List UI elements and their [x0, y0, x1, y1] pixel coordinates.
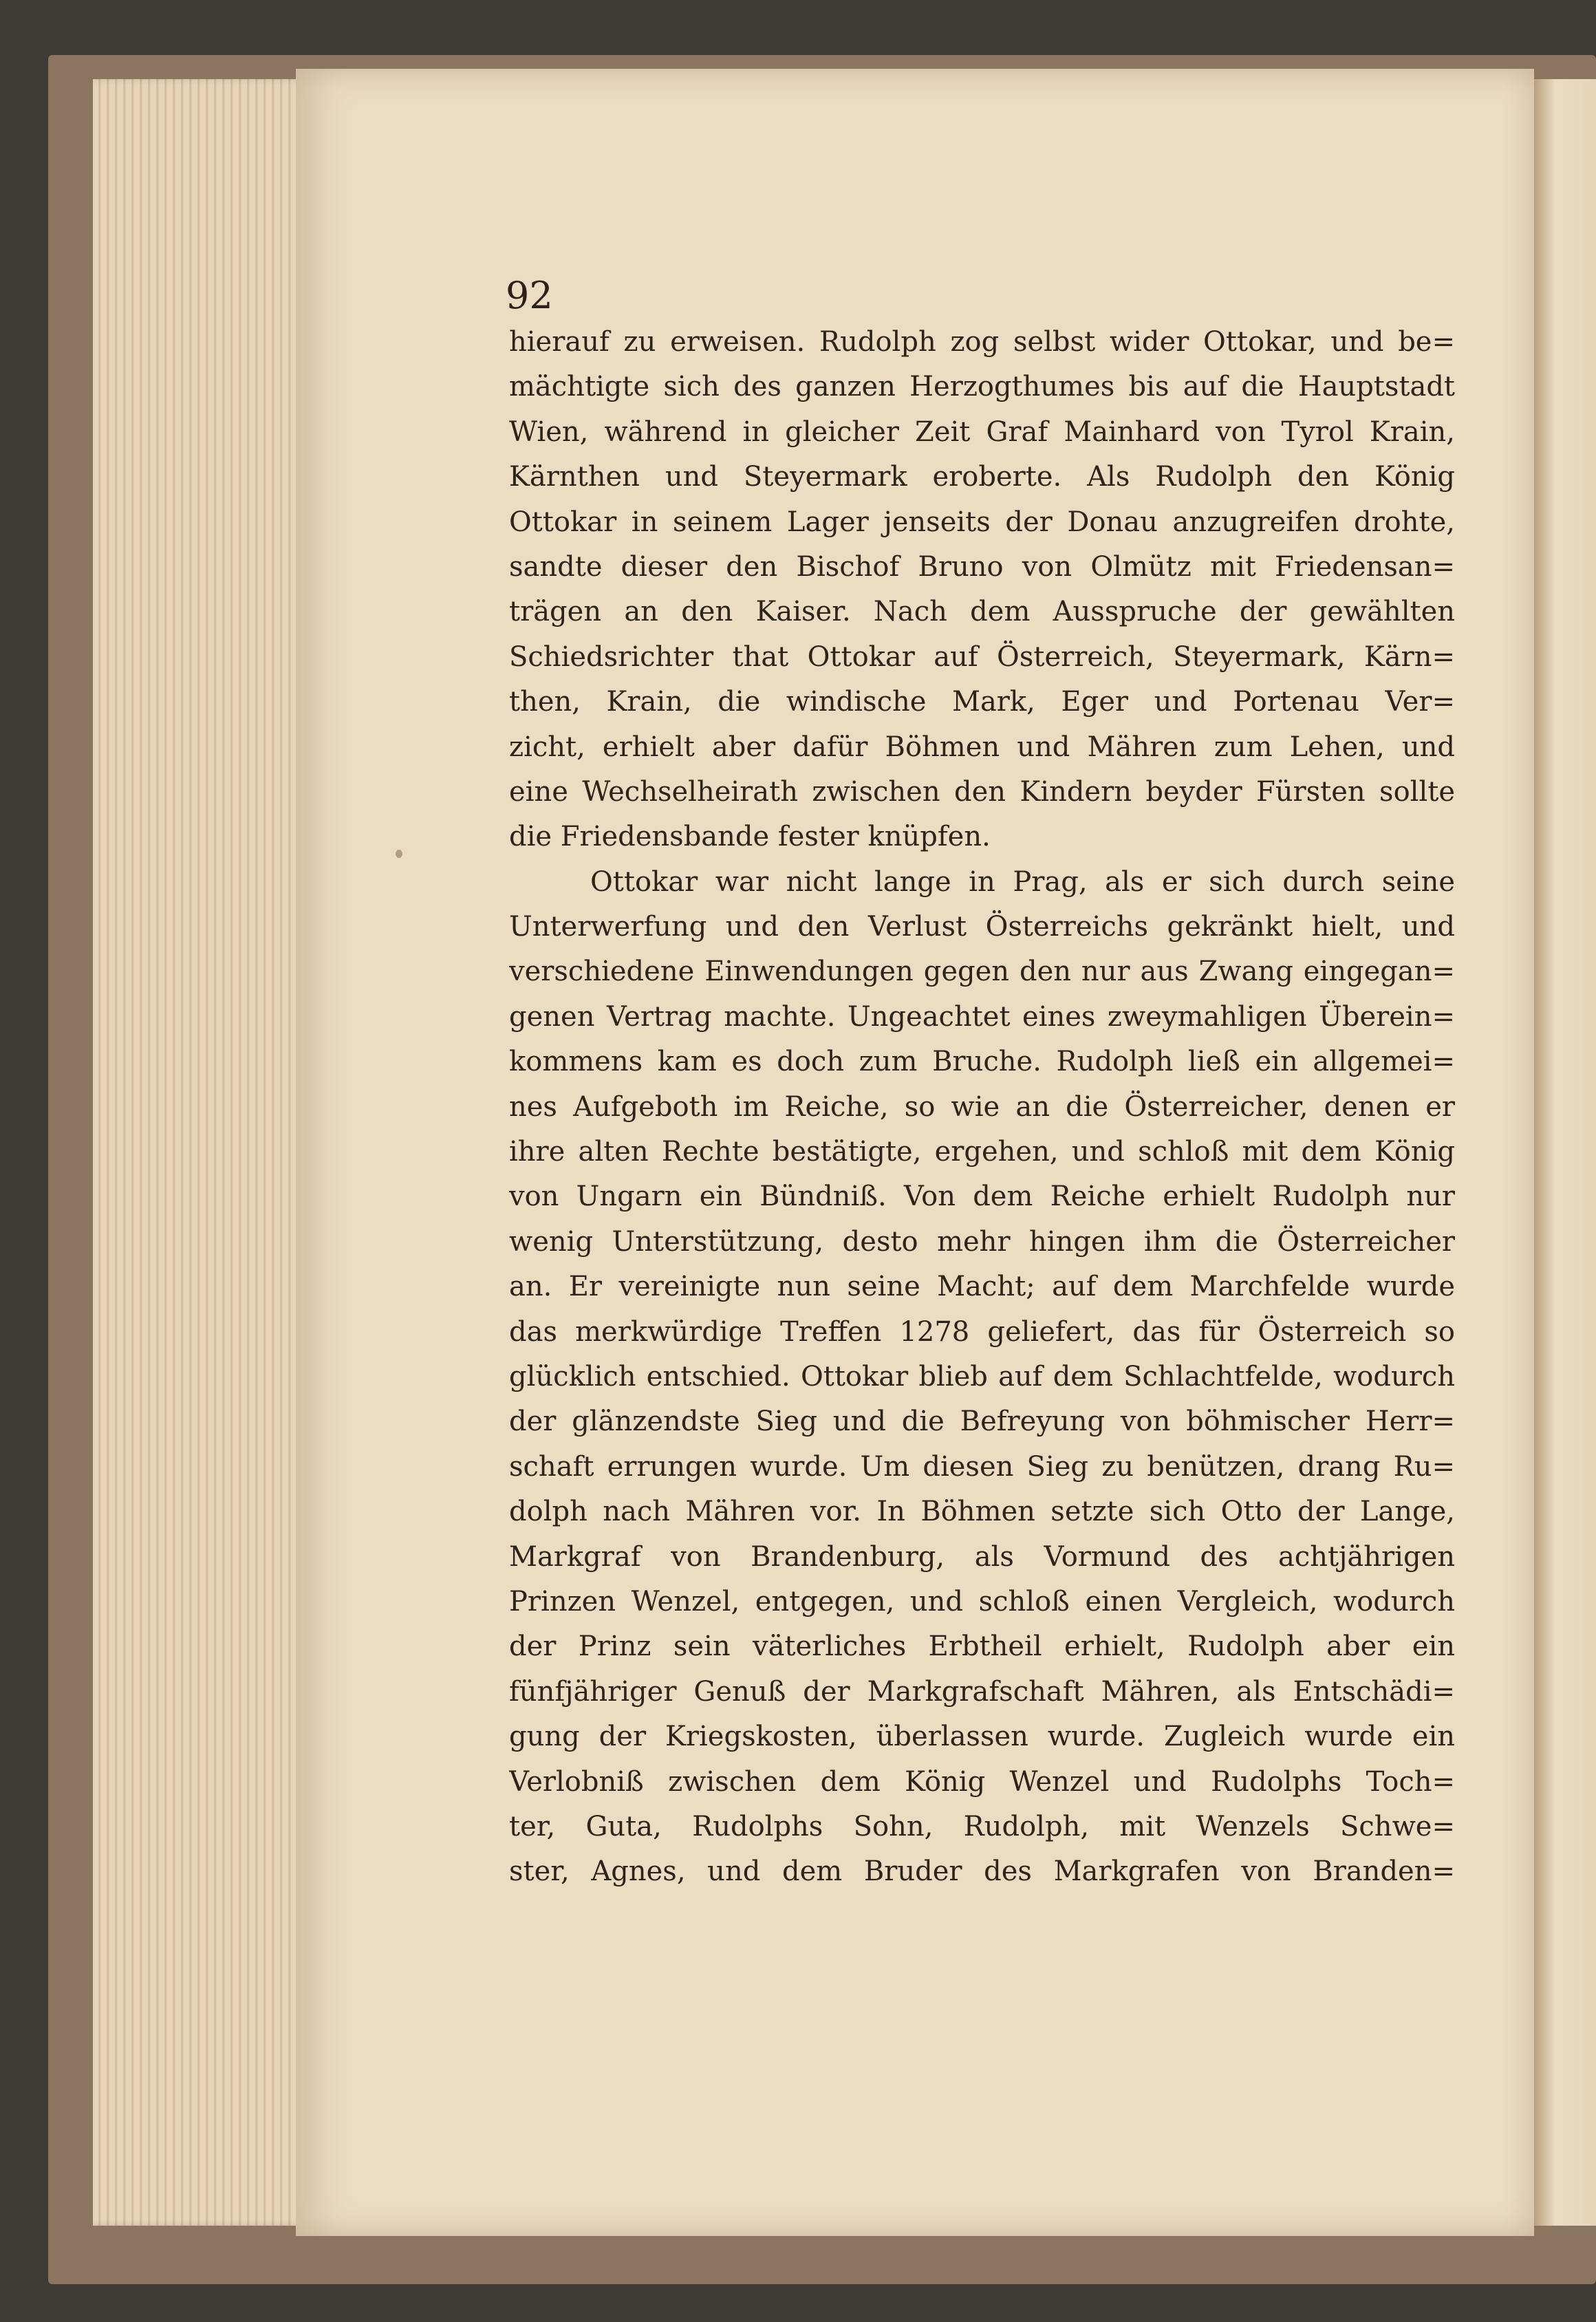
text-line: nes Aufgeboth im Reiche, so wie an die Österreicher, denen er — [509, 1090, 1455, 1123]
text-line: der glänzendste Sieg und die Befreyung von böhmischer Herr= — [509, 1406, 1455, 1438]
text-line: die Friedensbande fester knüpfen. — [509, 821, 991, 853]
text-line: Ottokar war nicht lange in Prag, als er sich durch seine — [590, 866, 1455, 898]
text-line: zicht, erhielt aber dafür Böhmen und Mähren zum Lehen, und — [509, 731, 1455, 763]
text-line: Prinzen Wenzel, entgegen, und schloß einen Vergleich, wodurch — [509, 1585, 1455, 1617]
page-stack-left — [93, 79, 320, 2226]
text-line: gung der Kriegskosten, überlassen wurde. Zugleich wurde ein — [509, 1721, 1455, 1753]
text-line: Unterwerfung und den Verlust Österreichs gekränkt hielt, und — [509, 911, 1455, 943]
text-line: Ottokar in seinem Lager jenseits der Donau anzugreifen drohte, — [509, 506, 1455, 538]
text-line: kommens kam es doch zum Bruche. Rudolph ließ ein allgemei= — [509, 1046, 1455, 1078]
text-line: ihre alten Rechte bestätigte, ergehen, und schloß mit dem König — [509, 1136, 1455, 1168]
text-line: ter, Guta, Rudolphs Sohn, Rudolph, mit Wenzels Schwe= — [509, 1810, 1455, 1842]
text-line: ster, Agnes, und dem Bruder des Markgrafen von Branden= — [509, 1856, 1455, 1888]
text-line: verschiedene Einwendungen gegen den nur aus Zwang eingegan= — [509, 956, 1455, 988]
text-line: eine Wechselheirath zwischen den Kindern beyder Fürsten sollte — [509, 775, 1455, 808]
text-line: sandte dieser den Bischof Bruno von Olmütz mit Friedensan= — [509, 550, 1455, 583]
text-line: Verlobniß zwischen dem König Wenzel und Rudolphs Toch= — [509, 1765, 1455, 1798]
text-line: Schiedsrichter that Ottokar auf Österreich, Steyermark, Kärn= — [509, 641, 1455, 673]
text-line: wenig Unterstützung, desto mehr hingen ihm die Österreicher — [509, 1225, 1455, 1258]
text-line: glücklich entschied. Ottokar blieb auf dem Schlachtfelde, wodurch — [509, 1360, 1455, 1393]
text-line: hierauf zu erweisen. Rudolph zog selbst wider Ottokar, und be= — [509, 326, 1455, 358]
text-line: fünfjähriger Genuß der Markgrafschaft Mähren, als Entschädi= — [509, 1675, 1455, 1708]
margin-spot — [396, 850, 402, 858]
facing-page-edge — [1533, 79, 1596, 2226]
text-line: dolph nach Mähren vor. In Böhmen setzte sich Otto der Lange, — [509, 1496, 1455, 1528]
text-line: Kärnthen und Steyermark eroberte. Als Rudolph den König — [509, 461, 1455, 493]
page-number: 92 — [506, 274, 553, 317]
text-line: then, Krain, die windische Mark, Eger und Portenau Ver= — [509, 686, 1455, 718]
text-line: Wien, während in gleicher Zeit Graf Mainhard von Tyrol Krain, — [509, 416, 1455, 448]
text-line: genen Vertrag machte. Ungeachtet eines zweymahligen Überein= — [509, 1000, 1455, 1033]
text-line: Markgraf von Brandenburg, als Vormund des achtjährigen — [509, 1540, 1455, 1573]
paragraph-1 — [509, 320, 1455, 860]
text-line: der Prinz sein väterliches Erbtheil erhielt, Rudolph aber ein — [509, 1631, 1455, 1663]
text-line: von Ungarn ein Bündniß. Von dem Reiche erhielt Rudolph nur — [509, 1181, 1455, 1213]
body-text — [509, 320, 1455, 1895]
text-line: das merkwürdige Treffen 1278 geliefert, das für Österreich so — [509, 1315, 1455, 1348]
text-line: schaft errungen wurde. Um diesen Sieg zu benützen, drang Ru= — [509, 1450, 1455, 1483]
text-line: trägen an den Kaiser. Nach dem Ausspruche der gewählten — [509, 596, 1455, 628]
text-line: mächtigte sich des ganzen Herzogthumes bis auf die Hauptstadt — [509, 371, 1455, 403]
text-line: an. Er vereinigte nun seine Macht; auf dem Marchfelde wurde — [509, 1271, 1455, 1303]
paragraph-2 — [509, 860, 1455, 1895]
